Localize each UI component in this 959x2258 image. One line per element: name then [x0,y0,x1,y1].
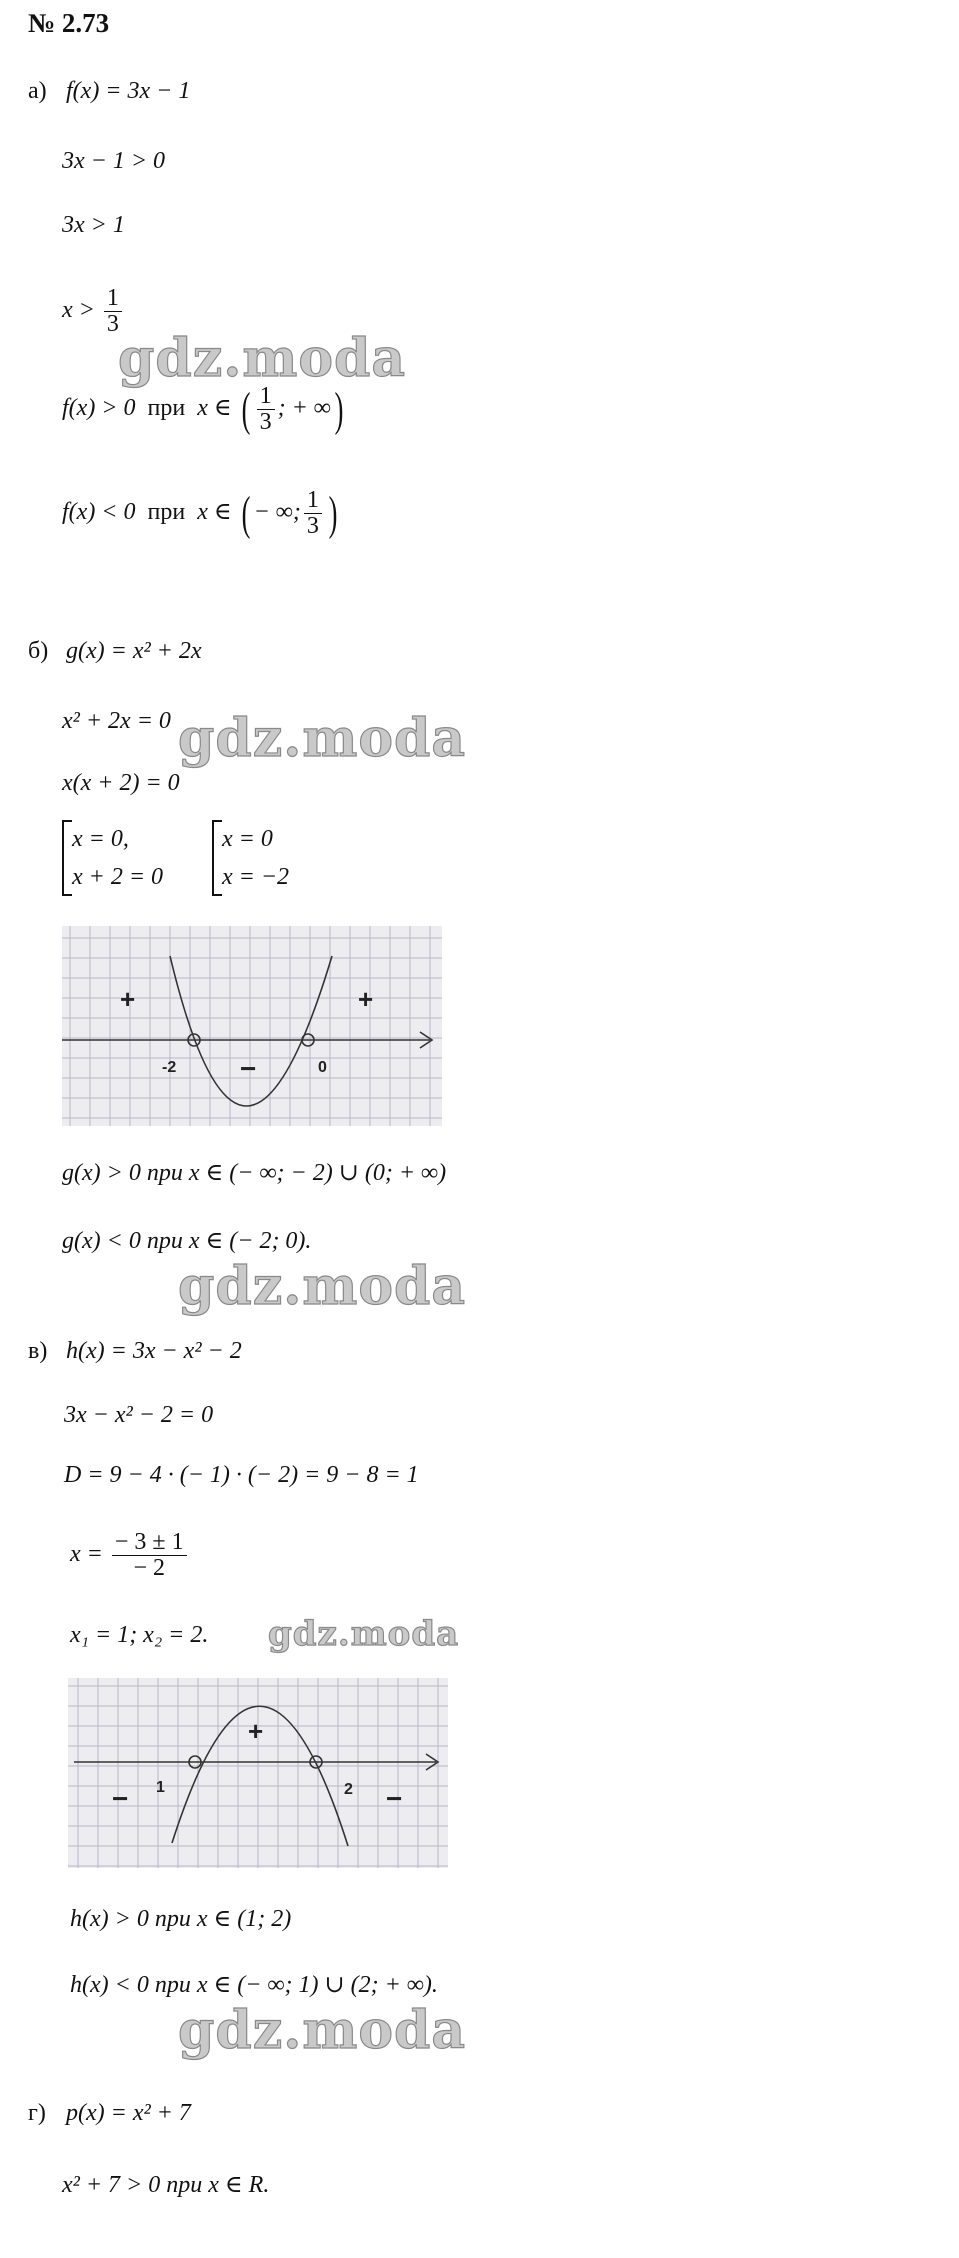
part-v-negative: h(x) < 0 при x ∈ (− ∞; 1) ∪ (2; + ∞). [70,1972,438,1998]
watermark: gdz.moda [268,1614,460,1654]
system-right: x = 0 x = −2 [212,820,289,896]
part-b-positive: g(x) > 0 при x ∈ (− ∞; − 2) ∪ (0; + ∞) [62,1160,447,1186]
sign-plus-right: + [358,984,374,1014]
part-g-result: x² + 7 > 0 при x ∈ R. [62,2172,270,2198]
fraction-one-third: $\frac{1}{3}$ [104,286,122,337]
part-b-equation: x² + 2x = 0 [62,708,171,734]
part-b-negative: g(x) < 0 при x ∈ (− 2; 0). [62,1228,312,1254]
sign-minus: − [240,1053,257,1084]
system-left: x = 0, x + 2 = 0 [62,820,163,896]
parabola-graph-b [62,926,442,1126]
sign-minus-left: − [112,1783,129,1814]
part-v-discriminant: D = 9 − 4 · (− 1) · (− 2) = 9 − 8 = 1 [64,1462,419,1488]
part-v-label: в) [28,1338,48,1364]
root-label-left: 1 [156,1779,165,1796]
sign-minus-right: − [386,1783,403,1814]
part-a-negative: f(x) < 0 при x ∈ ( − ∞; $\frac{1}{3}$ ) [62,486,338,540]
part-a-label: а) [28,78,47,104]
sign-plus: + [248,1716,264,1746]
part-v-roots: x₁ = 1; x₂ = 2. [70,1622,209,1648]
part-g-label: г) [28,2100,46,2126]
part-v-positive: h(x) > 0 при x ∈ (1; 2) [70,1906,292,1932]
part-a-simplified: 3x > 1 [62,212,125,238]
root-label-right: 0 [318,1059,327,1076]
part-a-solution [62,286,125,337]
part-v-function: h(x) = 3x − x² − 2 [66,1338,242,1364]
part-a-positive: f(x) > 0 при x ∈ ( $\frac{1}{3}$ ; + ∞) [62,382,344,436]
parabola-graph-v [68,1678,448,1868]
sign-plus-left: + [120,984,136,1014]
watermark: gdz.moda [178,708,467,769]
watermark: gdz.moda [178,2000,467,2061]
watermark: gdz.moda [118,328,407,389]
part-g-function: p(x) = x² + 7 [66,2100,191,2126]
part-b-label: б) [28,638,49,664]
part-b-function: g(x) = x² + 2x [66,638,202,664]
root-label-right: 2 [344,1781,353,1798]
part-b-factored: x(x + 2) = 0 [62,770,180,796]
watermark: gdz.moda [178,1256,467,1317]
part-v-root-formula: x = $\frac{- 3 \pm 1}{- 2}$ [70,1530,190,1581]
page-title: № 2.73 [28,8,110,38]
part-a-function: f(x) = 3x − 1 [66,78,191,104]
part-a-inequality: 3x − 1 > 0 [62,148,166,174]
root-label-left: -2 [162,1059,177,1076]
part-v-equation: 3x − x² − 2 = 0 [64,1402,214,1428]
x-ineq-lhs: x > [62,297,95,324]
